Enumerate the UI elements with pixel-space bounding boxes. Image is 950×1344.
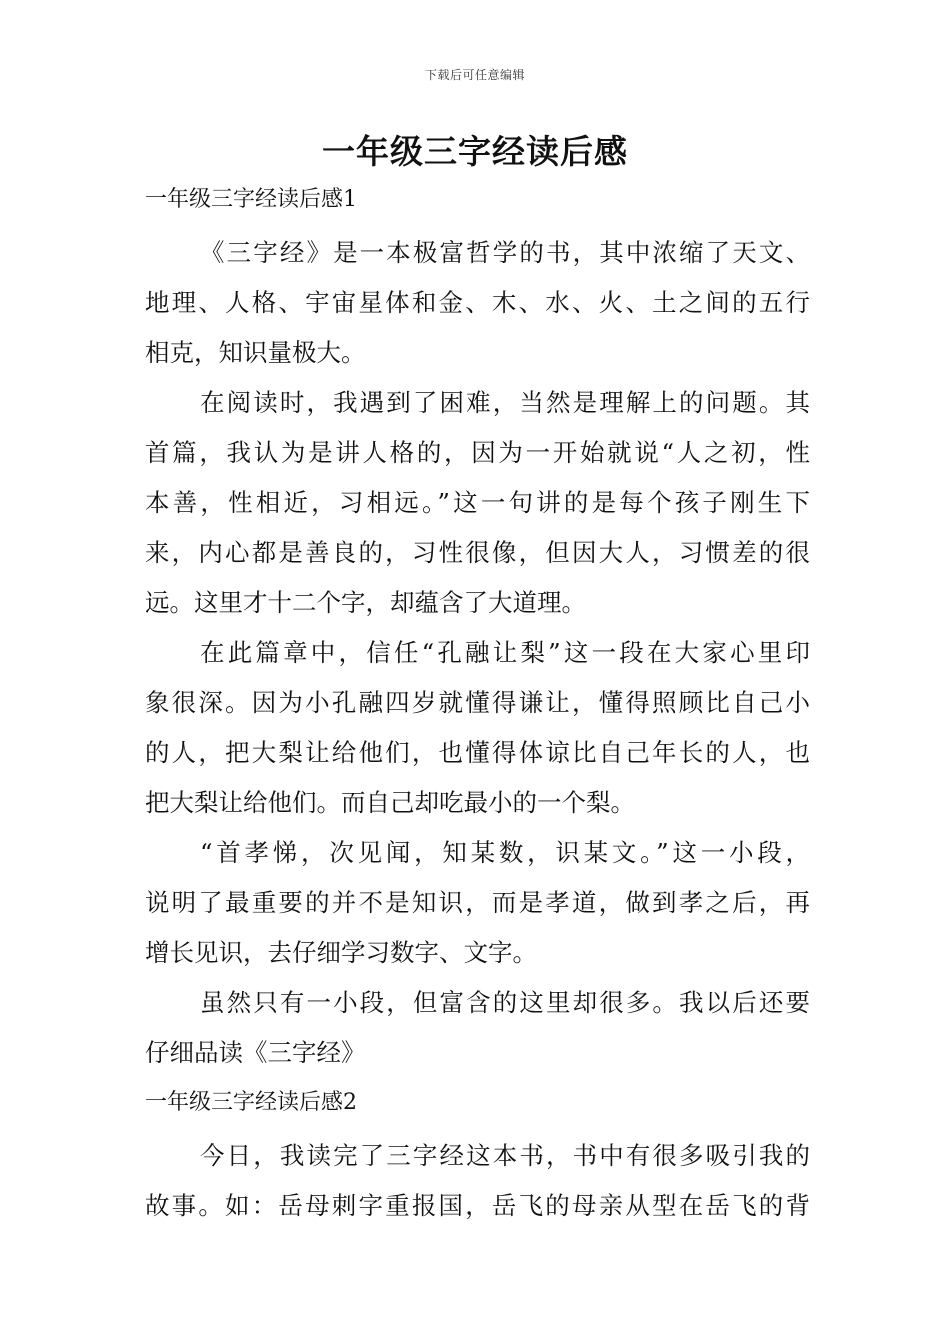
- paragraph-line: 把大梨让给他们。而自己却吃最小的一个梨。: [145, 788, 635, 817]
- paragraph-line: 仔细品读《三字经》: [145, 1038, 366, 1067]
- paragraph-2: [145, 378, 810, 628]
- paragraph-line: 故事。如：岳母刺字重报国，岳飞的母亲从型在岳飞的背: [145, 1191, 810, 1220]
- paragraph-line: 首篇，我认为是讲人格的，因为一开始就说“人之初，性: [145, 438, 810, 467]
- paragraph-6: [145, 1131, 810, 1231]
- paragraph-line: “首孝悌，次见闻，知某数，识某文。”这一小段，: [200, 838, 810, 867]
- paragraph-line: 相克，知识量极大。: [145, 338, 366, 367]
- paragraph-line: 远。这里才十二个字，却蕴含了大道理。: [145, 588, 586, 617]
- paragraph-line: 在此篇章中，信任“孔融让梨”这一段在大家心里印: [200, 638, 810, 667]
- paragraph-line: 的人，把大梨让给他们，也懂得体谅比自己年长的人，也: [145, 738, 810, 767]
- paragraph-line: 来，内心都是善良的，习性很像，但因大人，习惯差的很: [145, 538, 810, 567]
- section-heading-1: 一年级三字经读后感1: [145, 187, 357, 212]
- paragraph-1: [145, 228, 810, 378]
- paragraph-line: 今日，我读完了三字经这本书，书中有很多吸引我的: [200, 1141, 810, 1170]
- header-note: 下载后可任意编辑: [424, 68, 525, 82]
- paragraph-line: 说明了最重要的并不是知识，而是孝道，做到孝之后，再: [145, 888, 810, 917]
- section-heading-2: 一年级三字经读后感2: [145, 1090, 357, 1115]
- paragraph-line: 《三字经》是一本极富哲学的书，其中浓缩了天文、: [200, 238, 810, 267]
- paragraph-line: 在阅读时，我遇到了困难，当然是理解上的问题。其: [200, 388, 810, 417]
- document-title: 一年级三字经读后感: [322, 132, 628, 171]
- paragraph-3: [145, 628, 810, 828]
- paragraph-line: 增长见识，去仔细学习数字、文字。: [145, 938, 537, 967]
- paragraph-4: [145, 828, 810, 978]
- document-body: [145, 180, 810, 1231]
- paragraph-5: [145, 978, 810, 1078]
- paragraph-line: 象很深。因为小孔融四岁就懂得谦让，懂得照顾比自己小: [145, 688, 810, 717]
- paragraph-line: 地理、人格、宇宙星体和金、木、水、火、土之间的五行: [145, 288, 810, 317]
- paragraph-line: 虽然只有一小段，但富含的这里却很多。我以后还要: [200, 988, 810, 1017]
- paragraph-line: 本善，性相近，习相远。”这一句讲的是每个孩子刚生下: [145, 488, 810, 517]
